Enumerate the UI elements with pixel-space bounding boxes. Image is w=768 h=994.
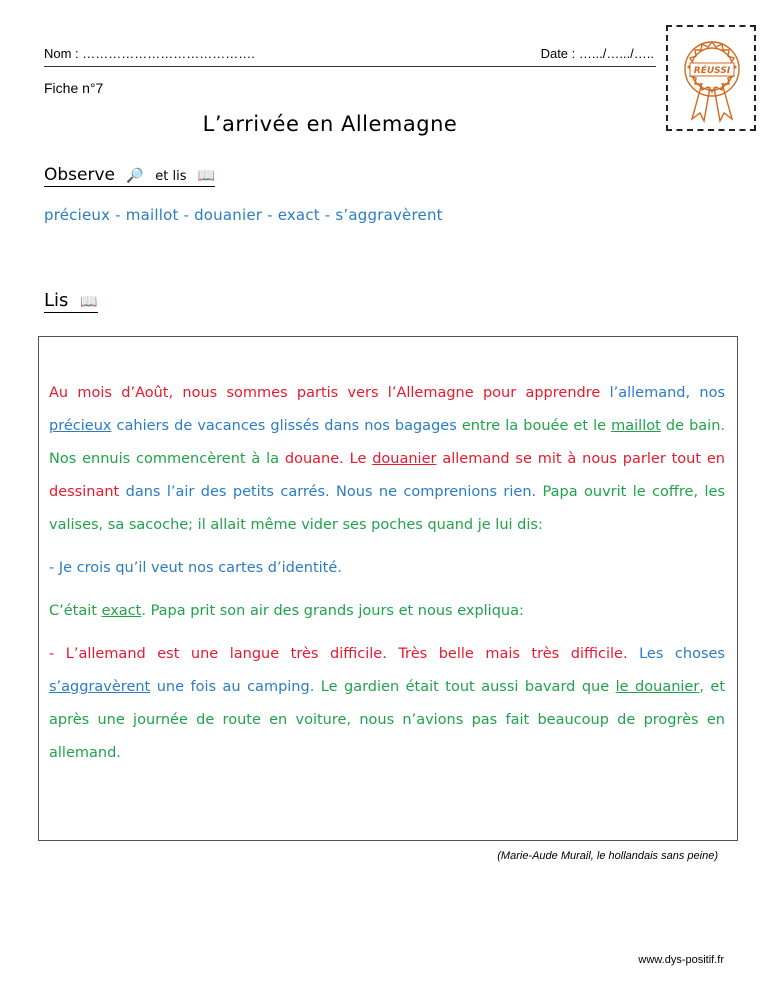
success-badge [666,25,756,131]
read-heading [44,290,98,313]
observe-and-read-label: et lis [155,169,187,184]
website-footer: www.dys-positif.fr [638,954,724,966]
word-maillot: maillot [611,418,661,434]
paragraph-2: - Je crois qu’il veut nos cartes d’identité. [49,560,342,576]
reading-text-box [38,336,738,841]
reading-text [49,377,725,770]
paragraph-4: - L’allemand est une langue très difficile. Très belle mais très difficile. Les choses s’aggravèrent une fois au camping. Le gardien était tout aussi bavard que le douanier, et après une journée de route en voiture, nous n’avions pas fait beaucoup de progrès en allemand. [49,646,726,761]
observe-heading [44,165,215,187]
name-field[interactable]: Nom : …………………………………. [44,46,255,61]
citation: (Marie-Aude Murail, le hollandais sans peine) [497,850,718,862]
svg-text:RÉUSSI: RÉUSSI [693,66,731,76]
paragraph-3: C’était exact. Papa prit son air des grands jours et nous expliqua: [49,603,524,619]
page-title: L’arrivée en Allemagne [202,112,458,136]
paragraph-1: Au mois d’Août, nous sommes partis vers l’Allemagne pour apprendre l’allemand, nos précieux cahiers de vacances glissés dans nos bagages entre la bouée et le maillot de bain. Nos ennuis commencèrent à la douane. Le douanier allemand se mit à nous parler tout en dessinant dans l’air des petits carrés. Nous ne comprenions rien. Papa ouvrit le coffre, les valises, sa sacoche; il allait même vider ses poches quand je lui dis: [49,385,726,533]
book-icon: 📖 [80,294,98,310]
header-row [44,44,656,67]
vocabulary-words: précieux - maillot - douanier - exact - s’aggravèrent [44,206,443,224]
word-le-douanier: le douanier [615,679,700,695]
read-label: Lis [44,290,69,311]
rosette-icon [672,37,752,123]
word-precieux: précieux [49,418,112,434]
observe-label: Observe [44,165,115,185]
book-icon: 📖 [197,168,216,184]
date-field[interactable]: Date : ….../….../….. [540,46,654,61]
binoculars-icon: 🔎 [126,168,144,184]
word-douanier: douanier [372,451,437,467]
word-saggraverent: s’aggravèrent [49,679,151,695]
word-exact: exact [101,603,142,619]
worksheet-number: Fiche n°7 [44,80,104,96]
